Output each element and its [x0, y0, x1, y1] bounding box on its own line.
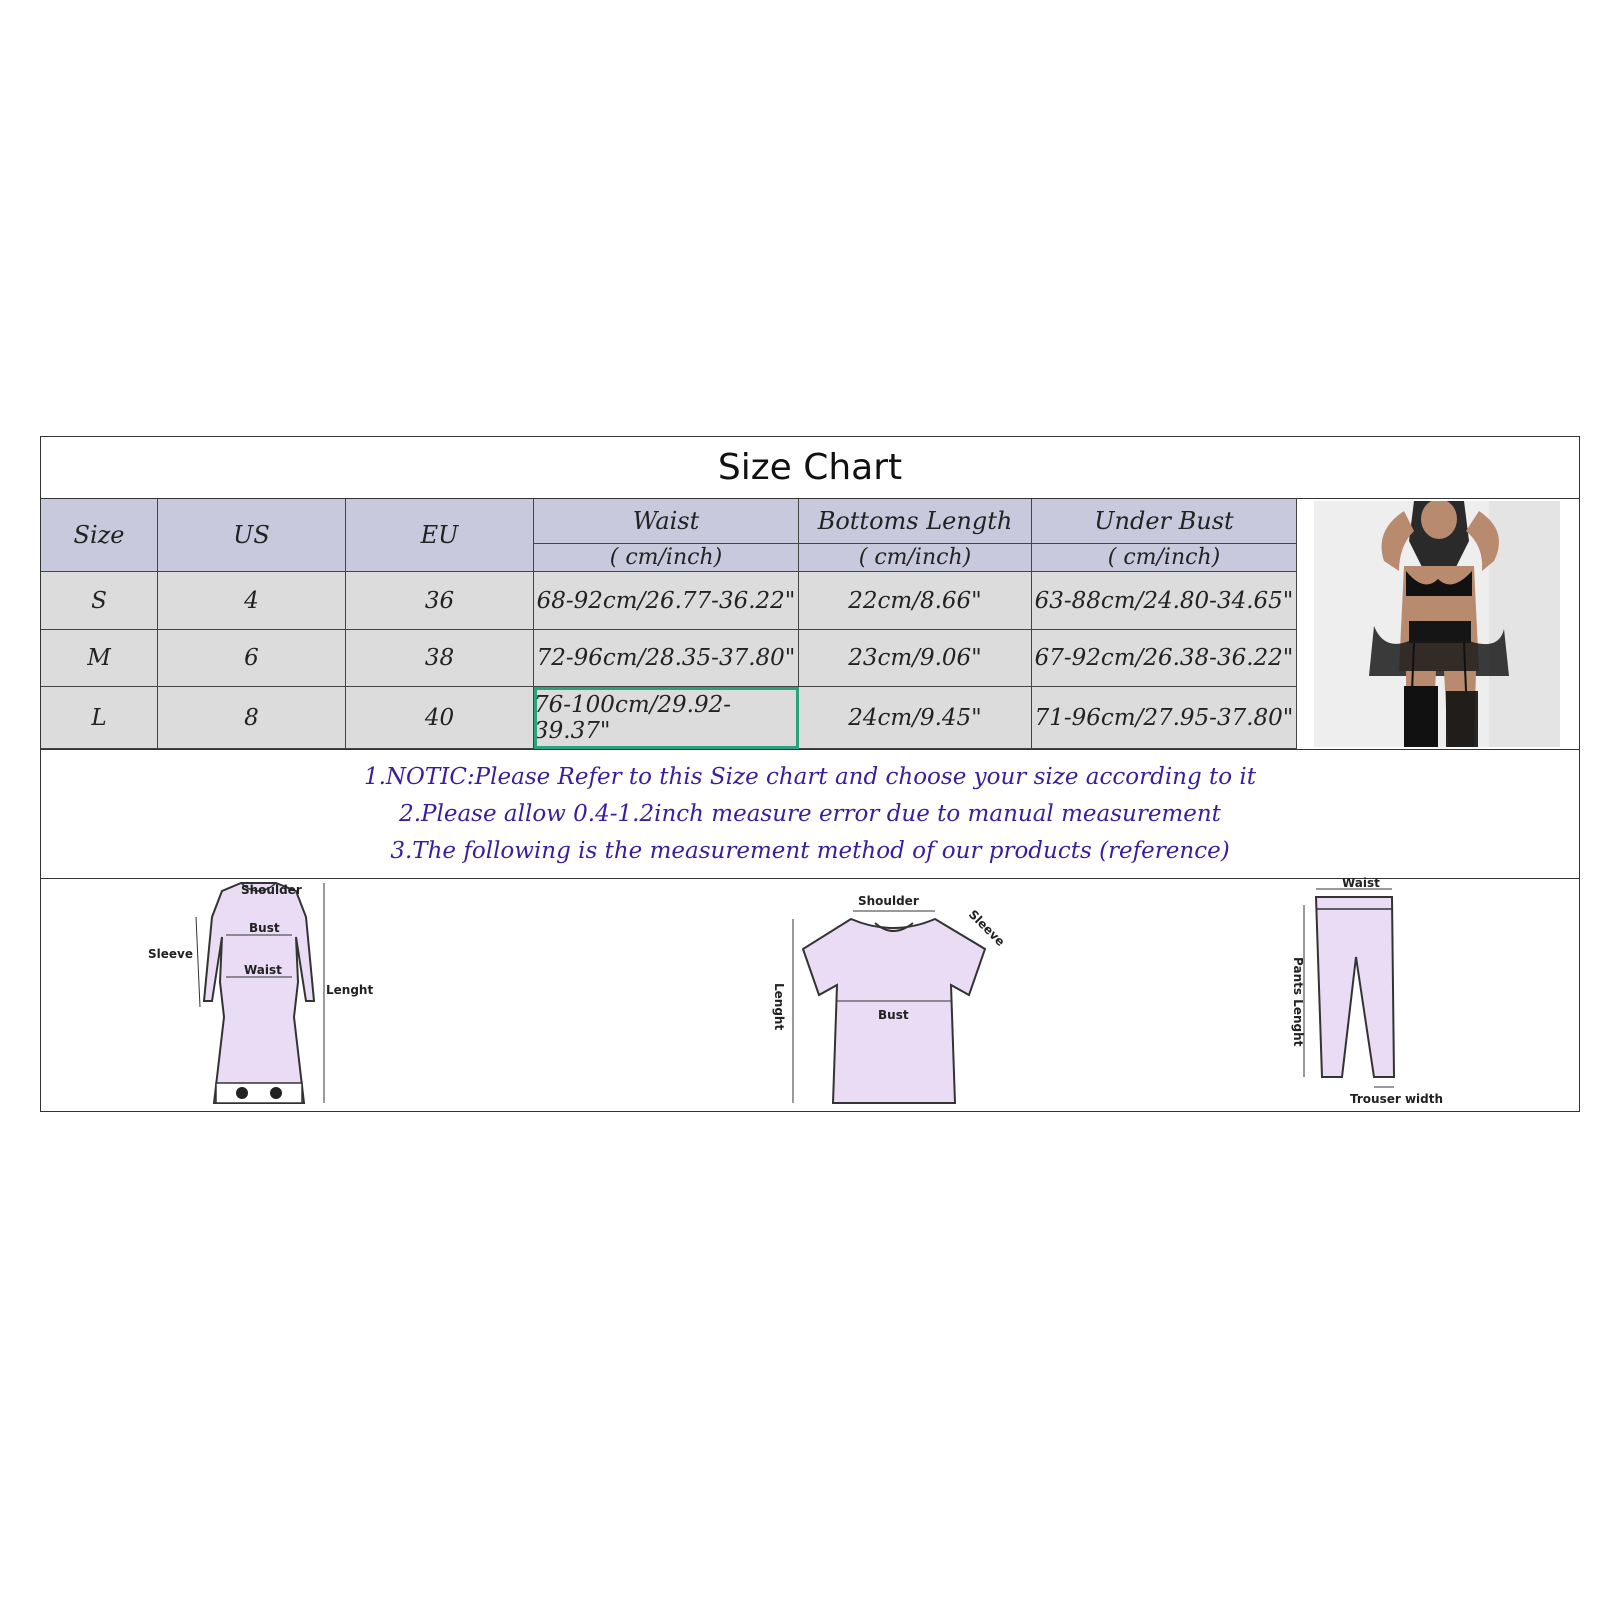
- dress-shoulder-label: Shoulder: [241, 883, 302, 897]
- dress-sleeve-label: Sleeve: [148, 947, 193, 961]
- tshirt-length-label: Lenght: [772, 983, 786, 1031]
- header-under-bust-unit: ( cm/inch): [1032, 544, 1297, 572]
- row-m-bottoms-length: 23cm/9.06": [799, 630, 1032, 687]
- header-eu: EU: [346, 499, 534, 572]
- row-s-size: S: [41, 572, 158, 630]
- header-size: Size: [41, 499, 158, 572]
- row-s-eu: 36: [346, 572, 534, 630]
- dress-bust-label: Bust: [249, 921, 280, 935]
- row-l-us: 8: [158, 687, 346, 749]
- dress-length-label: Lenght: [326, 983, 374, 997]
- row-l-eu: 40: [346, 687, 534, 749]
- header-under-bust: Under Bust: [1032, 499, 1297, 544]
- row-l-under-bust: 71-96cm/27.95-37.80": [1032, 687, 1297, 749]
- tshirt-shoulder-label: Shoulder: [858, 894, 919, 908]
- header-waist: Waist: [534, 499, 799, 544]
- row-l-waist: 76-100cm/29.92-39.37": [534, 687, 799, 749]
- row-m-eu: 38: [346, 630, 534, 687]
- size-chart: [40, 436, 1580, 1112]
- header-bottoms-length: Bottoms Length: [799, 499, 1032, 544]
- dress-diagram: [146, 877, 386, 1109]
- tshirt-bust-label: Bust: [878, 1008, 909, 1022]
- tshirt-sleeve-label: Sleeve: [965, 907, 1008, 949]
- pants-waist-label: Waist: [1342, 877, 1380, 890]
- header-waist-unit: ( cm/inch): [534, 544, 799, 572]
- header-us: US: [158, 499, 346, 572]
- row-s-under-bust: 63-88cm/24.80-34.65": [1032, 572, 1297, 630]
- note-2: 2.Please allow 0.4-1.2inch measure error due to manual measurement: [399, 800, 1221, 827]
- row-s-waist: 68-92cm/26.77-36.22": [534, 572, 799, 630]
- model-figure-image: [1314, 501, 1560, 747]
- row-m-us: 6: [158, 630, 346, 687]
- note-1: 1.NOTIC:Please Refer to this Size chart and choose your size according to it: [363, 763, 1257, 790]
- size-table: [41, 499, 1297, 749]
- header-bottoms-length-unit: ( cm/inch): [799, 544, 1032, 572]
- row-s-us: 4: [158, 572, 346, 630]
- pants-diagram: [1266, 877, 1446, 1109]
- row-m-size: M: [41, 630, 158, 687]
- notes-section: [41, 749, 1579, 879]
- pants-width-label: Trouser width: [1350, 1092, 1444, 1106]
- row-l-size: L: [41, 687, 158, 749]
- row-s-bottoms-length: 22cm/8.66": [799, 572, 1032, 630]
- row-m-under-bust: 67-92cm/26.38-36.22": [1032, 630, 1297, 687]
- chart-title: Size Chart: [41, 437, 1579, 499]
- row-l-bottoms-length: 24cm/9.45": [799, 687, 1032, 749]
- tshirt-diagram: [763, 877, 1033, 1109]
- note-3: 3.The following is the measurement method of our products (reference): [390, 837, 1230, 864]
- row-m-waist: 72-96cm/28.35-37.80": [534, 630, 799, 687]
- pants-length-label: Pants Lenght: [1291, 957, 1305, 1047]
- dress-waist-label: Waist: [244, 963, 282, 977]
- product-photo: [1314, 501, 1560, 747]
